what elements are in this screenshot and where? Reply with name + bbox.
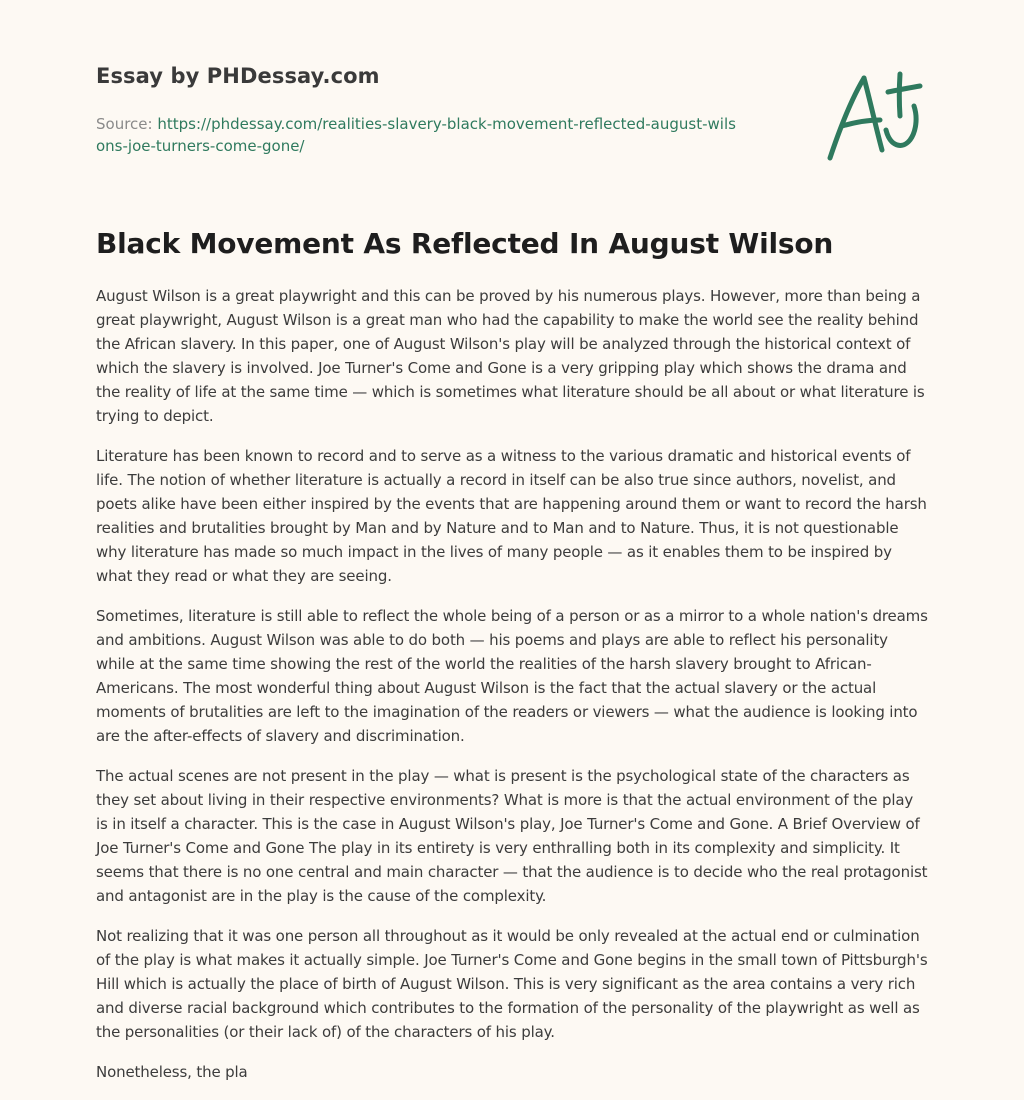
article-body: [96, 284, 928, 1100]
source-line: [96, 113, 736, 157]
paragraph: Nonetheless, the pla: [96, 1063, 248, 1081]
paragraph: August Wilson is a great playwright and this can be proved by his numerous plays. However, more than being a great playwright, August Wilson is a great man who had the capability to make the world see the reality behind the African slavery. In this paper, one of August Wilson's play will be analyzed through the historical context of which the slavery is involved. Joe Turner's Come and Gone is a very gripping play which shows the drama and the reality of life at the same time — which is sometimes what literature should be all about or what literature is trying to depict.: [96, 287, 925, 425]
a-plus-logo-icon: [824, 66, 928, 166]
source-link[interactable]: https://phdessay.com/realities-slavery-black-movement-reflected-august-wilsons-joe-turners-come-gone/: [96, 115, 736, 155]
paragraph: Literature has been known to record and to serve as a witness to the various dramatic and historical events of life. The notion of whether literature is actually a record in itself can be also true since authors, novelist, and poets alike have been either inspired by the events that are happening around them or want to record the harsh realities and brutalities brought by Man and by Nature and to Man and to Nature. Thus, it is not questionable why literature has made so much impact in the lives of many people — as it enables them to be inspired by what they read or what they are seeing.: [96, 447, 927, 585]
source-label: Source:: [96, 115, 158, 133]
brand-title: Essay by PHDessay.com: [96, 64, 380, 88]
paragraph: Not realizing that it was one person all throughout as it would be only revealed at the actual end or culmination of the play is what makes it actually simple. Joe Turner's Come and Gone begins in the small town of Pittsburgh's Hill which is actually the place of birth of August Wilson. This is very significant as the area contains a very rich and diverse racial background which contributes to the formation of the personality of the playwright as well as the personalities (or their lack of) of the characters of his play.: [96, 927, 928, 1041]
paragraph: Sometimes, literature is still able to reflect the whole being of a person or as a mirror to a whole nation's dreams and ambitions. August Wilson was able to do both — his poems and plays are able to reflect his personality while at the same time showing the rest of the world the realities of the harsh slavery brought to African-Americans. The most wonderful thing about August Wilson is the fact that the actual slavery or the actual moments of brutalities are left to the imagination of the readers or viewers — what the audience is looking into are the after-effects of slavery and discrimination.: [96, 607, 928, 745]
article-title: Black Movement As Reflected In August Wilson: [96, 227, 834, 260]
paragraph: The actual scenes are not present in the play — what is present is the psychological state of the characters as they set about living in their respective environments? What is more is that the actual environment of the play is in itself a character. This is the case in August Wilson's play, Joe Turner's Come and Gone. A Brief Overview of Joe Turner's Come and Gone The play in its entirety is very enthralling both in its complexity and simplicity. It seems that there is no one central and main character — that the audience is to decide who the real protagonist and antagonist are in the play is the cause of the complexity.: [96, 767, 928, 905]
page-header: [96, 0, 928, 200]
